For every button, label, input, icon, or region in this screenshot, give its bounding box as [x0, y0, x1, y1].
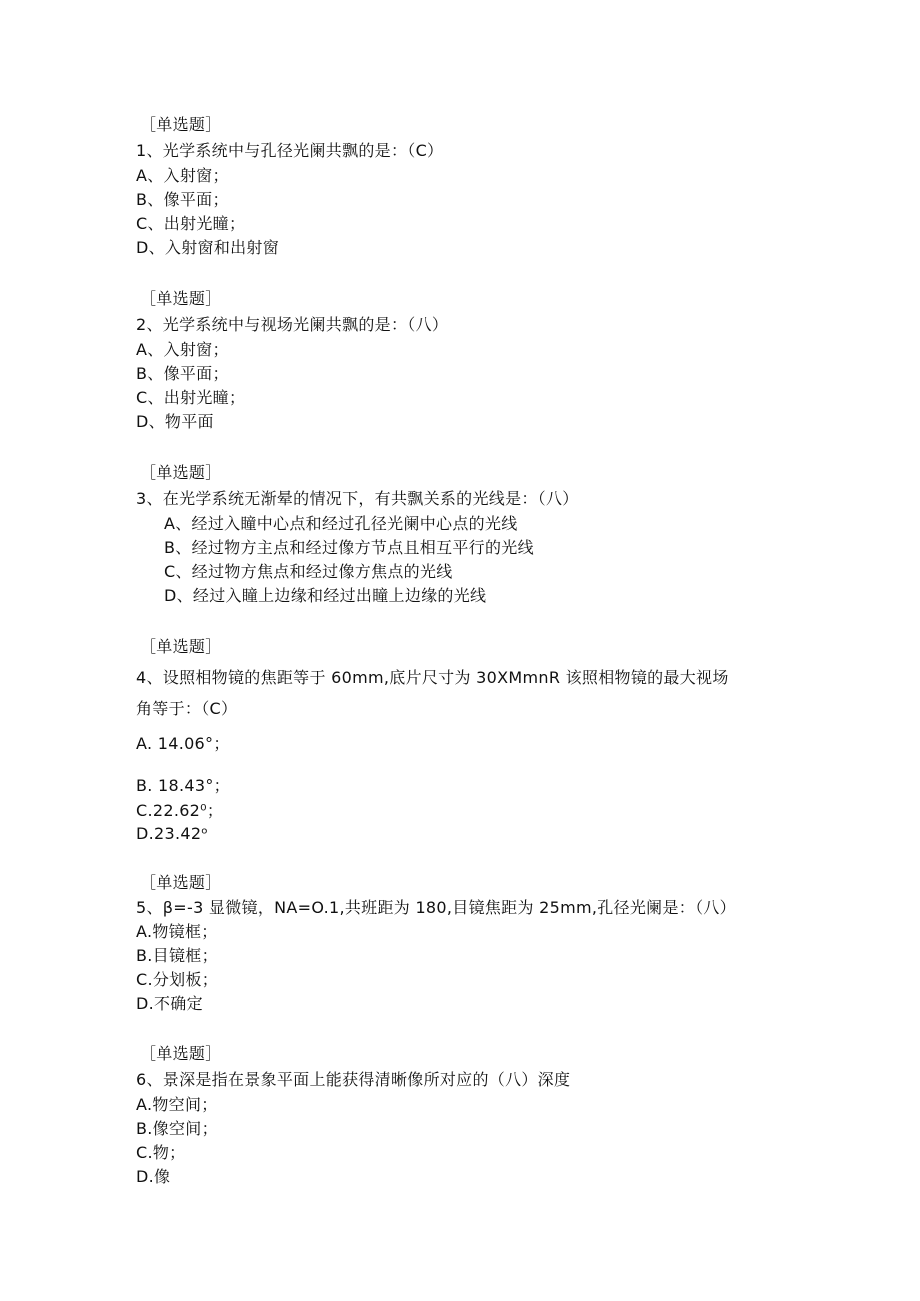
question-4-stem-line-2: 角等于：（C）: [136, 699, 238, 718]
question-5-option-a: A.物镜框；: [136, 922, 218, 941]
question-4-type: ［单选题］: [140, 637, 222, 656]
question-4-option-c: C.22.62⁰；: [136, 801, 224, 820]
question-3-option-a: A、经过入瞳中心点和经过孔径光阑中心点的光线: [164, 514, 518, 533]
question-6-option-a: A.物空间；: [136, 1095, 218, 1114]
question-2-type: ［单选题］: [140, 289, 222, 308]
question-4-stem-line-1: 4、设照相物镜的焦距等于 60mm,底片尺寸为 30XMmnR 该照相物镜的最大视场: [136, 668, 729, 687]
question-2-option-b: B、像平面；: [136, 364, 229, 383]
question-3-option-d: D、经过入瞳上边缘和经过出瞳上边缘的光线: [164, 586, 487, 605]
question-6-option-c: C.物；: [136, 1143, 186, 1162]
question-5-option-d: D.不确定: [136, 994, 203, 1013]
question-3-option-c: C、经过物方焦点和经过像方焦点的光线: [164, 562, 453, 581]
question-2-option-d: D、物平面: [136, 412, 214, 431]
question-2-option-c: C、出射光瞳；: [136, 388, 246, 407]
question-5-option-c: C.分划板；: [136, 970, 219, 989]
question-1-type: ［单选题］: [140, 115, 222, 134]
question-6-option-d: D.像: [136, 1167, 171, 1186]
question-2-option-a: A、入射窗；: [136, 340, 229, 359]
question-1-option-a: A、入射窗；: [136, 166, 229, 185]
question-1-option-b: B、像平面；: [136, 190, 229, 209]
question-6-type: ［单选题］: [140, 1044, 222, 1063]
question-4-option-d: D.23.42ᵒ: [136, 824, 209, 843]
question-1-option-d: D、入射窗和出射窗: [136, 238, 280, 257]
question-3-stem: 3、在光学系统无渐晕的情况下，有共飘关系的光线是：（八）: [136, 489, 579, 508]
question-4-option-b: B. 18.43°；: [136, 776, 230, 795]
question-1-stem: 1、光学系统中与孔径光阑共飘的是：（C）: [136, 141, 444, 160]
question-2-stem: 2、光学系统中与视场光阑共飘的是：（八）: [136, 315, 449, 334]
question-3-type: ［单选题］: [140, 463, 222, 482]
question-4-option-a: A. 14.06°；: [136, 734, 230, 753]
question-1-option-c: C、出射光瞳；: [136, 214, 246, 233]
question-6-stem: 6、景深是指在景象平面上能获得清晰像所对应的（八）深度: [136, 1070, 571, 1089]
question-6-option-b: B.像空间；: [136, 1119, 218, 1138]
question-5-stem: 5、β=-3 显微镜，NA=O.1,共班距为 180,目镜焦距为 25mm,孔径光阑是：（八）: [136, 898, 736, 917]
question-5-option-b: B.目镜框；: [136, 946, 218, 965]
question-3-option-b: B、经过物方主点和经过像方节点且相互平行的光线: [164, 538, 534, 557]
question-5-type: ［单选题］: [140, 873, 222, 892]
